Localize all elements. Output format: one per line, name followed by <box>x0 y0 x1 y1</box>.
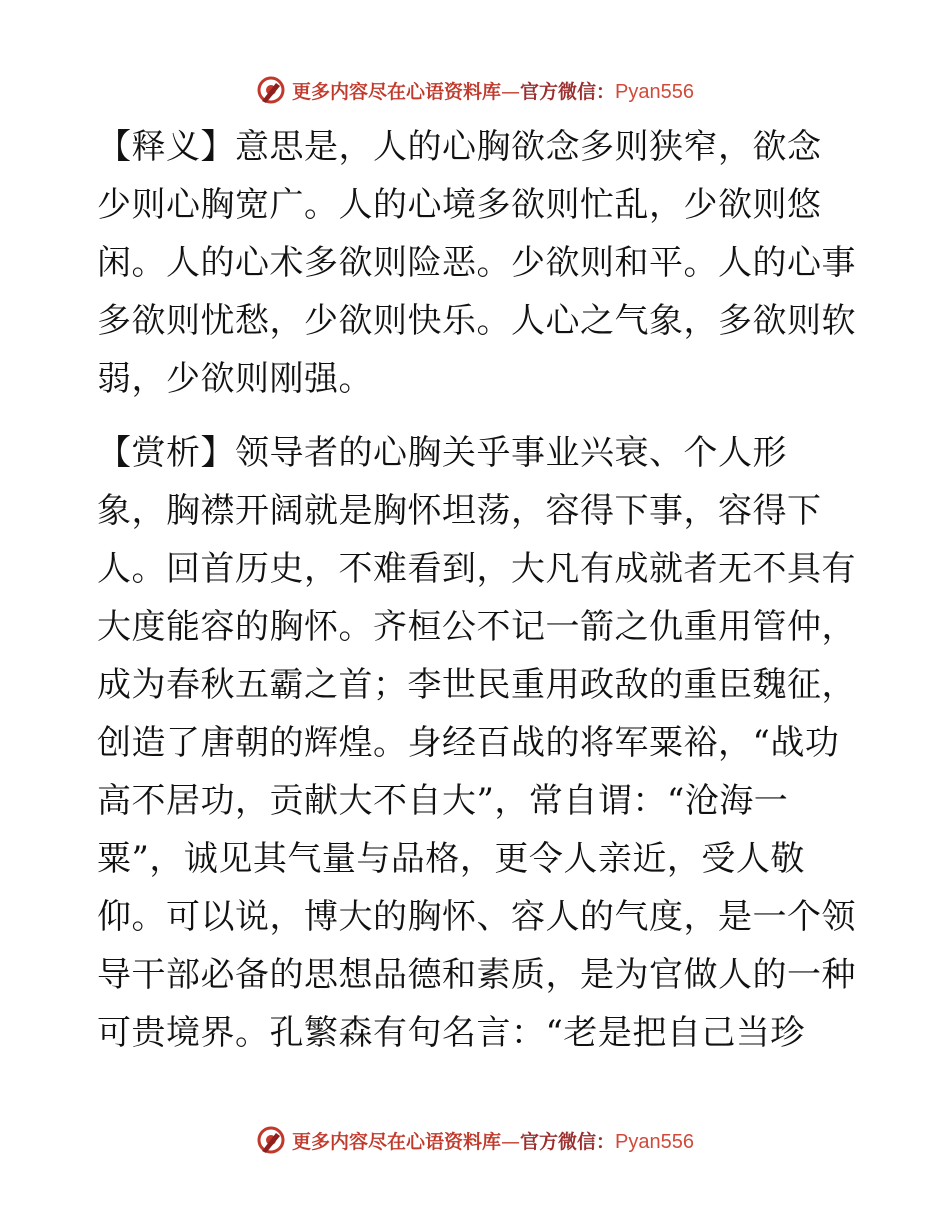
watermark-official-label: 官方微信： <box>520 1130 616 1153</box>
text-line: 多欲则忧愁，少欲则快乐。人心之气象，多欲则软 <box>97 301 856 341</box>
text-line: 导干部必备的思想品德和素质，是为官做人的一种 <box>97 955 856 995</box>
text-line: 创造了唐朝的辉煌。身经百战的将军粟裕，“战功 <box>97 723 840 763</box>
watermark-wechat-id: Pyan556 <box>615 1130 694 1153</box>
watermark-dash: — <box>501 80 521 103</box>
header-watermark <box>0 72 950 108</box>
watermark-official-label: 官方微信： <box>520 80 616 103</box>
watermark-brand: 更多内容尽在心语资料库 <box>292 1130 502 1153</box>
text-line: 仰。可以说，博大的胸怀、容人的气度，是一个领 <box>97 897 856 937</box>
watermark-text <box>292 1127 694 1154</box>
text-line: 象，胸襟开阔就是胸怀坦荡，容得下事，容得下 <box>97 491 822 531</box>
text-line: 高不居功，贡献大不自大”，常自谓：“沧海一 <box>97 781 789 821</box>
text-line: 闲。人的心术多欲则险恶。少欲则和平。人的心事 <box>97 243 856 283</box>
text-line: 可贵境界。孔繁森有句名言：“老是把自己当珍 <box>97 1013 805 1053</box>
paragraph-interpretation <box>97 118 856 408</box>
footer-watermark <box>0 1122 950 1158</box>
pen-logo-icon <box>256 1125 286 1155</box>
text-line: 弱，少欲则刚强。 <box>97 359 373 399</box>
watermark-dash: — <box>501 1130 521 1153</box>
text-line: 人。回首历史，不难看到，大凡有成就者无不具有 <box>97 549 856 589</box>
text-line: 少则心胸宽广。人的心境多欲则忙乱，少欲则悠 <box>97 185 822 225</box>
text-line: 成为春秋五霸之首；李世民重用政敌的重臣魏征， <box>97 665 856 705</box>
document-body <box>97 118 856 1062</box>
watermark-brand: 更多内容尽在心语资料库 <box>292 80 502 103</box>
text-line: 【赏析】领导者的心胸关乎事业兴衰、个人形 <box>97 433 787 473</box>
pen-logo-icon <box>256 75 286 105</box>
paragraph-appreciation <box>97 424 856 1062</box>
paragraph-spacer <box>97 408 849 424</box>
watermark-wechat-id: Pyan556 <box>615 80 694 103</box>
text-line: 粟”，诚见其气量与品格，更令人亲近，受人敬 <box>97 839 805 879</box>
watermark-text <box>292 77 694 104</box>
text-line: 【释义】意思是，人的心胸欲念多则狭窄，欲念 <box>97 127 822 167</box>
text-line: 大度能容的胸怀。齐桓公不记一箭之仇重用管仲， <box>97 607 856 647</box>
